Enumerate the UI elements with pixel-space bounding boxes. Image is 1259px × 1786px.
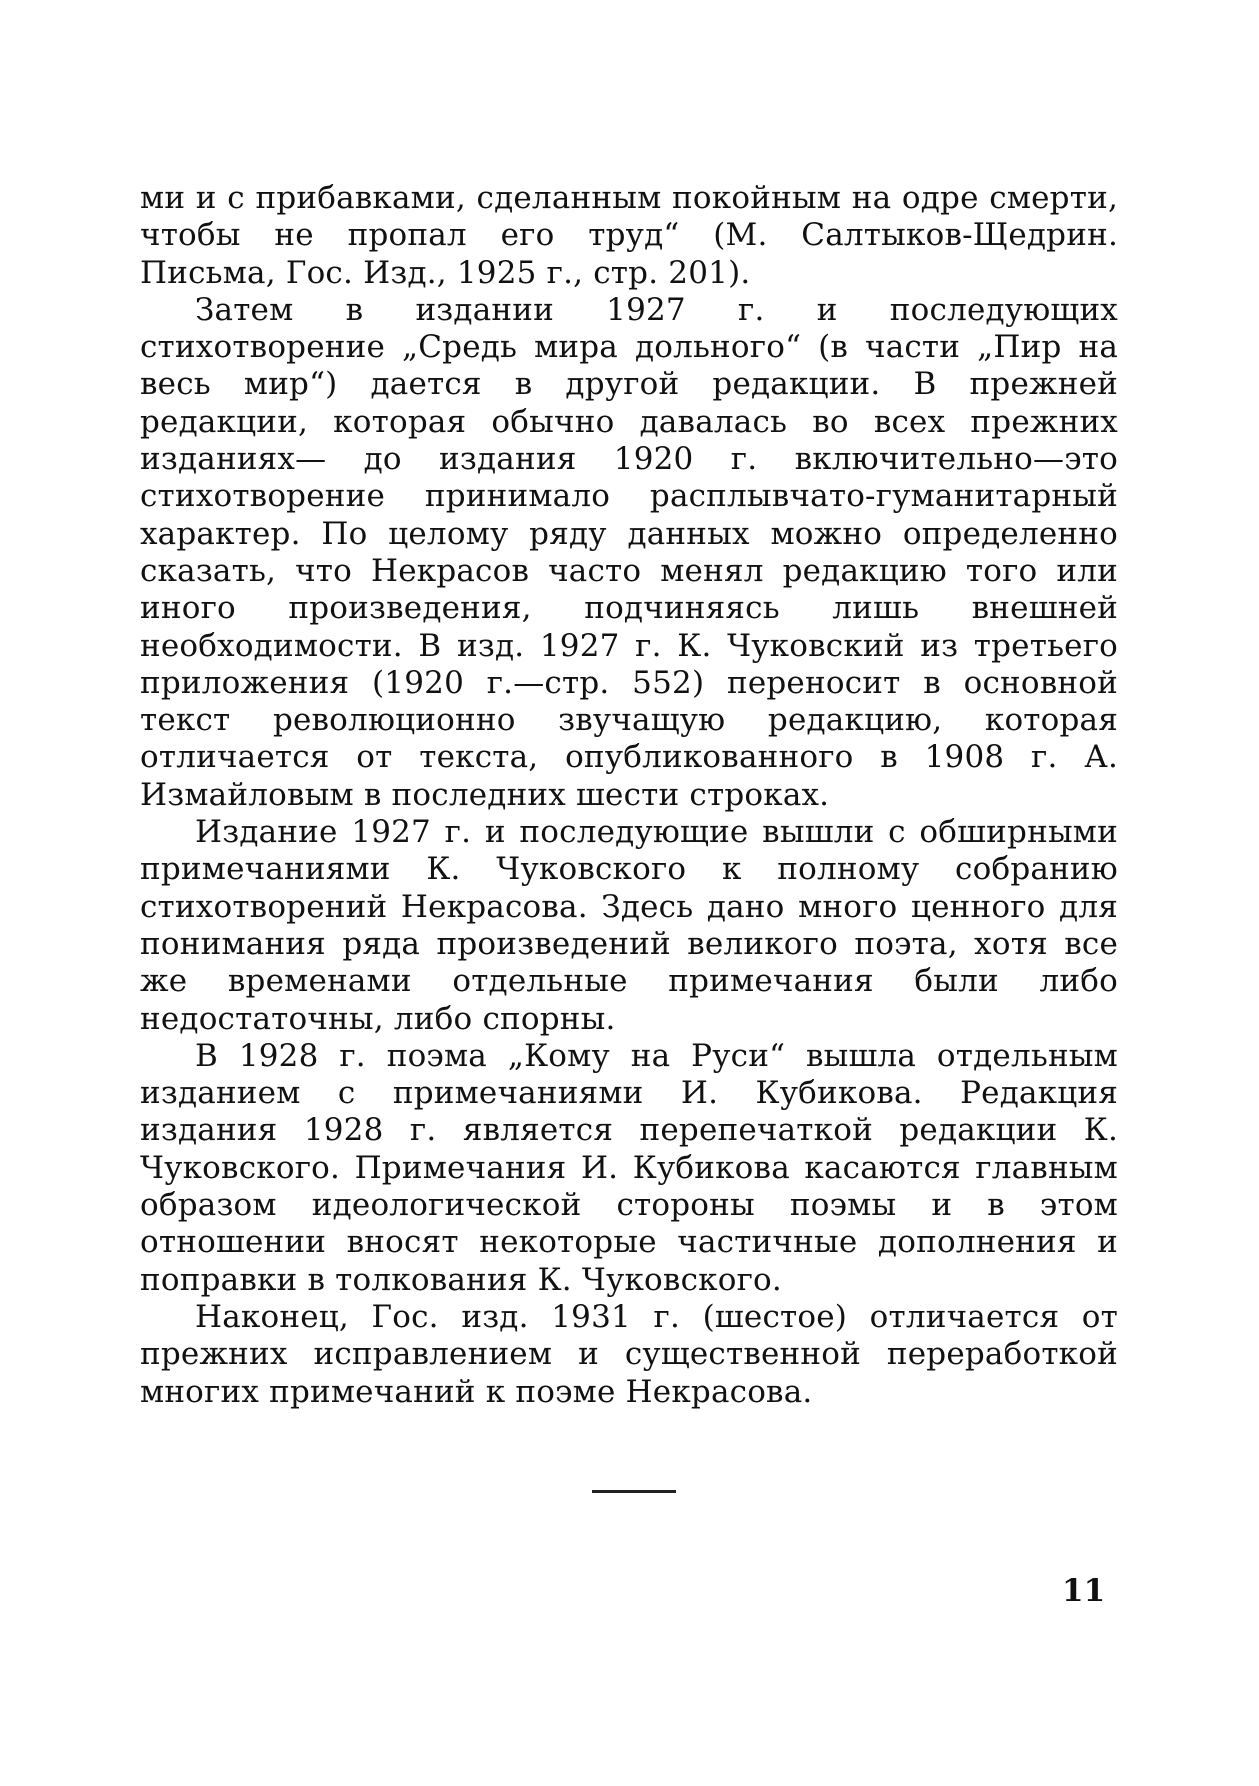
paragraph-1927-edition: Затем в издании 1927 г. и последующих стихотворение „Средь мира дольного“ (в части „Пир на весь мир“) дается в другой редакции. В прежней редакции, которая обычно давалась во всех прежних изданиях— до издания 1920 г. включительно—это стихотворение принимало расплывчато-гуманитарный характер. По целому ряду данных можно определенно сказать, что Некрасов часто менял редакцию того или иного произведения, подчиняясь лишь внешней необходимости. В изд. 1927 г. К. Чуковский из третьего приложения (1920 г.—стр. 552) переносит в основной текст революционно звучащую редакцию, которая отличается от текста, опубликованного в 1908 г. А. Измайловым в последних шести строках.	[140, 291, 1118, 813]
body-text	[140, 180, 1118, 1411]
paragraph-continuation: ми и с прибавками, сделанным покойным на одре смерти, чтобы не пропал его труд“ (М. Салтыков-Щедрин. Письма, Гос. Изд., 1925 г., стр. 201).	[140, 180, 1118, 291]
paragraph-1931-edition: Наконец, Гос. изд. 1931 г. (шестое) отличается от прежних исправлением и существенной переработкой многих примечаний к поэме Некрасова.	[140, 1298, 1118, 1410]
page-number: 11	[1062, 1573, 1106, 1609]
paragraph-1928-edition: В 1928 г. поэма „Кому на Руси“ вышла отдельным изданием с примечаниями И. Кубикова. Редакция издания 1928 г. является перепечаткой редакции К. Чуковского. Примечания И. Кубикова касаются главным образом идеологической стороны поэмы и в этом отношении вносят некоторые частичные дополнения и поправки в толкования К. Чуковского.	[140, 1037, 1118, 1298]
section-end-rule	[592, 1490, 676, 1493]
paragraph-chukovsky-notes: Издание 1927 г. и последующие вышли с обширными примечаниями К. Чуковского к полному собранию стихотворений Некрасова. Здесь дано много ценного для понимания ряда произведений великого поэта, хотя все же временами отдельные примечания были либо недостаточны, либо спорны.	[140, 814, 1118, 1037]
